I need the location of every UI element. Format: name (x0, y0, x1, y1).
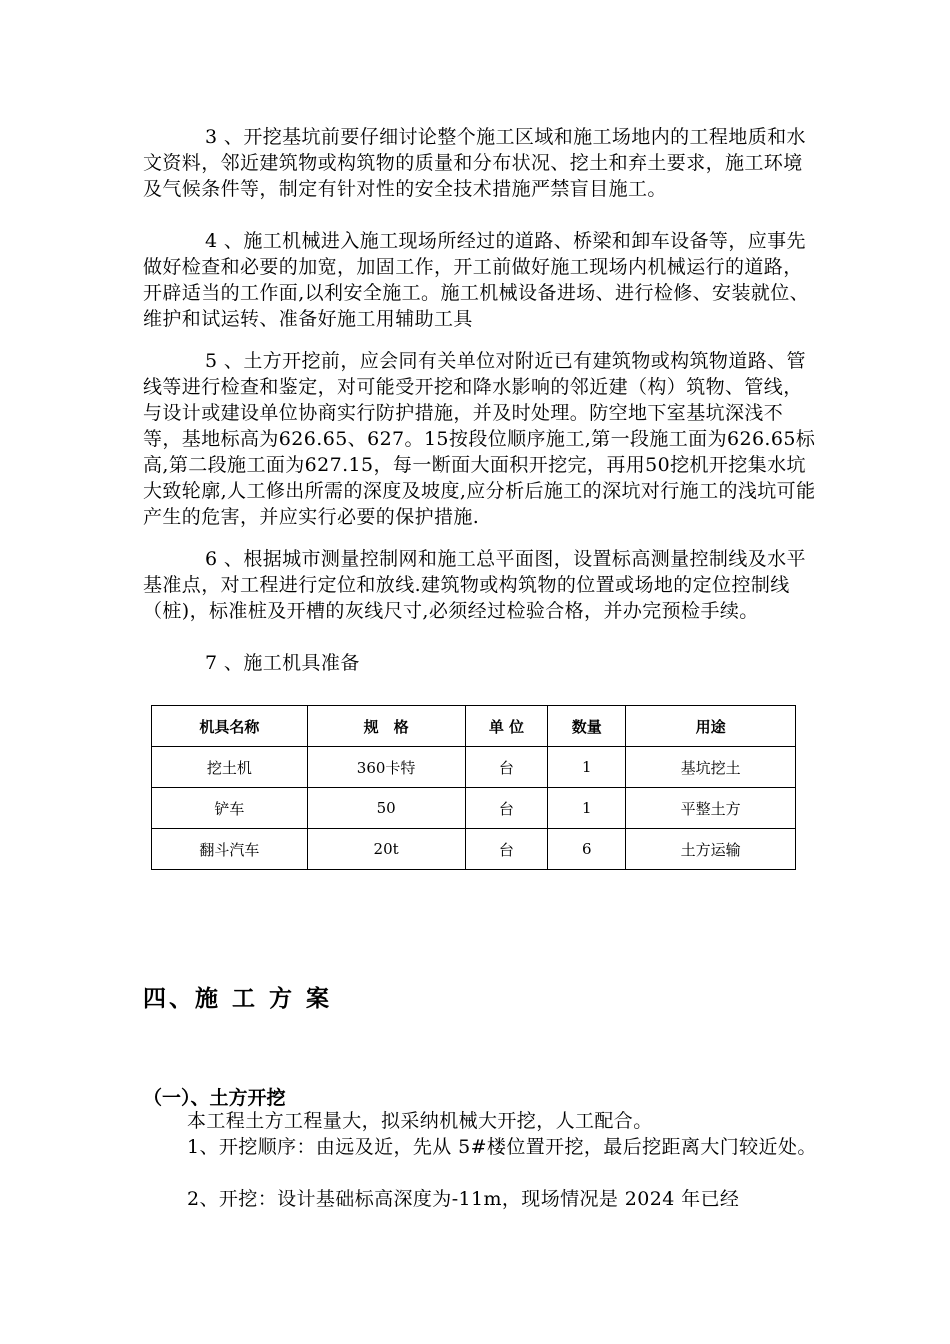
table-row (152, 788, 796, 829)
paragraph-5: 5 、土方开挖前，应会同有关单位对附近已有建筑物或构筑物道路、管线等进行检查和鉴定，对可能受开挖和降水影响的邻近建（构）筑物、管线，与设计或建设单位协商实行防护措施，并及时处理。防空地下室基坑深浅不等，基地标高为626.65、627。15按段位顺序施工,第一段施工面为626.65标高,第二段施工面为627.15，每一断面大面积开挖完，再用50挖机开挖集水坑大致轮廓,人工修出所需的深度及坡度,应分析后施工的深坑对行施工的浅坑可能产生的危害，并应实行必要的保护措施. (143, 350, 816, 528)
section-title: 四、施 工 方 案 (143, 986, 333, 1012)
subsection-title: （一）、土方开挖 (143, 1087, 286, 1109)
cell-usage: 平整土方 (626, 788, 796, 829)
header-name: 机具名称 (152, 706, 308, 747)
table-row (152, 747, 796, 788)
cell-spec: 50 (307, 788, 465, 829)
cell-usage: 基坑挖土 (626, 747, 796, 788)
cell-name: 挖土机 (152, 747, 308, 788)
paragraph-6: 6 、根据城市测量控制网和施工总平面图，设置标高测量控制线及水平基准点，对工程进行定位和放线.建筑物或构筑物的位置或场地的定位控制线（桩)，标准桩及开槽的灰线尺寸,必须经过检验合格，并办完预检手续。 (143, 548, 806, 622)
equipment-table (151, 705, 796, 870)
section-paragraph-intro: 本工程土方工程量大，拟采纳机械大开挖，人工配合。 (187, 1110, 653, 1132)
paragraph-3: 3 、开挖基坑前要仔细讨论整个施工区域和施工场地内的工程地质和水文资料，邻近建筑物或构筑物的质量和分布状况、挖土和弃土要求，施工环境及气候条件等，制定有针对性的安全技术措施严禁盲目施工。 (143, 126, 806, 200)
cell-usage: 土方运输 (626, 829, 796, 870)
cell-spec: 20t (307, 829, 465, 870)
table-header-row (152, 706, 796, 747)
cell-quantity: 6 (548, 829, 626, 870)
paragraph-4: 4 、施工机械进入施工现场所经过的道路、桥梁和卸车设备等，应事先做好检查和必要的加宽，加固工作，开工前做好施工现场内机械运行的道路，开辟适当的工作面,以利安全施工。施工机械设备进场、进行检修、安装就位、维护和试运转、准备好施工用辅助工具 (143, 230, 810, 330)
header-spec: 规 格 (307, 706, 465, 747)
cell-name: 翻斗汽车 (152, 829, 308, 870)
cell-quantity: 1 (548, 788, 626, 829)
cell-unit: 台 (465, 788, 548, 829)
section-paragraph-excavation: 2、开挖：设计基础标高深度为-11m，现场情况是 2024 年已经 (187, 1188, 740, 1210)
section-paragraph-order: 1、开挖顺序：由远及近，先从 5#楼位置开挖，最后挖距离大门较近处。 (187, 1136, 817, 1158)
cell-quantity: 1 (548, 747, 626, 788)
cell-spec: 360卡特 (307, 747, 465, 788)
table-row (152, 829, 796, 870)
paragraph-7: 7 、施工机具准备 (205, 652, 360, 674)
cell-unit: 台 (465, 829, 548, 870)
header-usage: 用途 (626, 706, 796, 747)
cell-unit: 台 (465, 747, 548, 788)
header-quantity: 数量 (548, 706, 626, 747)
cell-name: 铲车 (152, 788, 308, 829)
header-unit: 单 位 (465, 706, 548, 747)
